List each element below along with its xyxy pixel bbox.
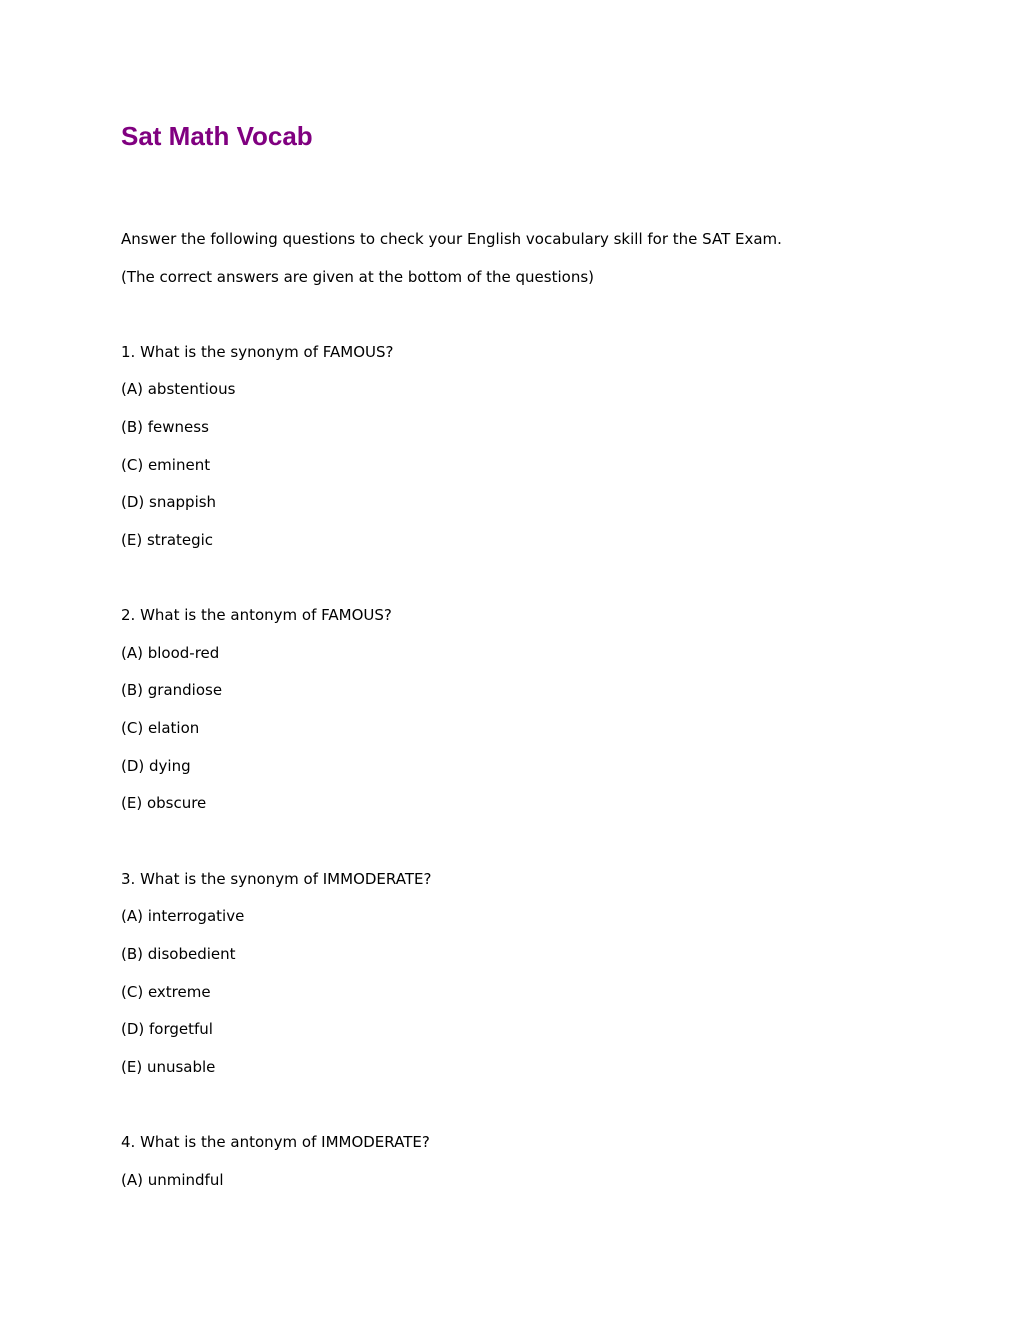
question-3-option-d: (D) forgetful (121, 1020, 213, 1038)
question-2-option-e: (E) obscure (121, 794, 207, 812)
question-3-option-c: (C) extreme (121, 983, 211, 1001)
question-1-prompt: 1. What is the synonym of FAMOUS? (121, 343, 394, 361)
question-2-option-c: (C) elation (121, 719, 200, 737)
question-4-prompt: 4. What is the antonym of IMMODERATE? (121, 1133, 430, 1151)
intro-note: (The correct answers are given at the bottom of the questions) (121, 268, 594, 286)
document-title: Sat Math Vocab (121, 121, 313, 151)
question-3-prompt: 3. What is the synonym of IMMODERATE? (121, 870, 432, 888)
question-2-prompt: 2. What is the antonym of FAMOUS? (121, 606, 392, 624)
question-1-option-e: (E) strategic (121, 531, 214, 549)
question-1-option-b: (B) fewness (121, 418, 209, 436)
question-3-option-a: (A) interrogative (121, 907, 245, 925)
question-2-option-d: (D) dying (121, 757, 191, 775)
question-2-option-a: (A) blood-red (121, 644, 220, 662)
question-2-option-b: (B) grandiose (121, 681, 223, 699)
intro-text: Answer the following questions to check your English vocabulary skill for the SAT Exam. (121, 230, 782, 248)
question-3-option-e: (E) unusable (121, 1058, 216, 1076)
question-4-option-a: (A) unmindful (121, 1171, 224, 1189)
question-1-option-d: (D) snappish (121, 493, 217, 511)
question-1-option-a: (A) abstentious (121, 380, 236, 398)
question-3-option-b: (B) disobedient (121, 945, 236, 963)
question-1-option-c: (C) eminent (121, 456, 211, 474)
